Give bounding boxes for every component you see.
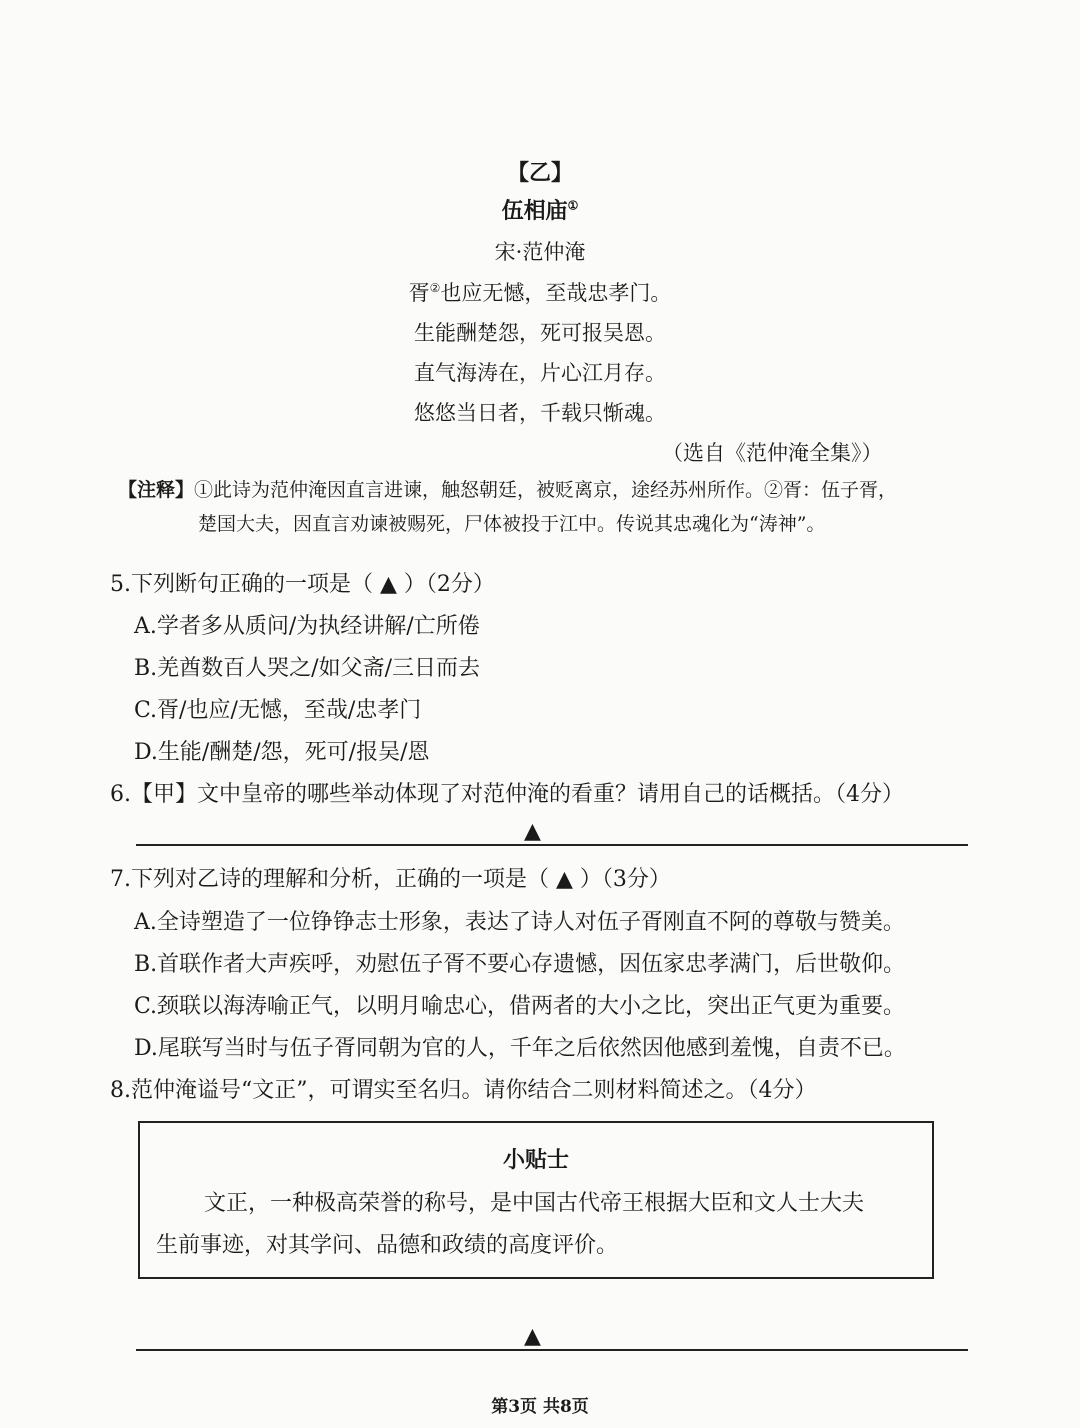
q6-answer-mark: ▲ (524, 819, 541, 844)
q5-option-a: A.学者多从质问/为执经讲解/亡所倦 (134, 614, 480, 639)
q7-option-a: A.全诗塑造了一位铮铮志士形象，表达了诗人对伍子胥刚直不阿的尊敬与赞美。 (134, 910, 905, 935)
q8-stem: 8.范仲淹谥号“文正”，可谓实至名归。请你结合二则材料简述之。（4分） (110, 1078, 817, 1103)
poem-source: （选自《范仲淹全集》） (662, 441, 883, 465)
poem-line-1 (0, 277, 1080, 307)
q6-answer-line[interactable] (136, 844, 968, 846)
tip-title: 小贴士 (502, 1147, 569, 1173)
poem-line-1-pre: 胥 (408, 281, 430, 305)
poem-line-1-note: ② (429, 281, 441, 295)
poem-line-4: 悠悠当日者，千载只惭魂。 (414, 401, 666, 425)
tip-box (138, 1121, 934, 1279)
q7-option-d: D.尾联写当时与伍子胥同朝为官的人，千年之后依然因他感到羞愧，自责不已。 (134, 1036, 906, 1061)
q5-option-c: C.胥/也应/无憾，至哉/忠孝门 (134, 698, 422, 723)
annotation-label: 【注释】 (118, 479, 195, 501)
poem-title-note: ① (567, 198, 579, 213)
q8-answer-mark: ▲ (524, 1324, 541, 1349)
poem-title-text: 伍相庙 (501, 198, 568, 224)
page-footer: 第3页 共8页 (491, 1397, 589, 1417)
q6-stem: 6.【甲】文中皇帝的哪些举动体现了对范仲淹的看重？请用自己的话概括。（4分） (110, 782, 904, 807)
poem-line-1-post: 也应无憾，至哉忠孝门。 (440, 281, 672, 305)
q7-option-b: B.首联作者大声疾呼，劝慰伍子胥不要心存遗憾，因伍家忠孝满门，后世敬仰。 (134, 952, 906, 977)
poem-author: 宋·范仲淹 (494, 240, 586, 264)
q5-stem: 5.下列断句正确的一项是（ ▲ ）（2分） (110, 572, 495, 597)
poem-title (0, 194, 1080, 225)
q8-answer-line[interactable] (136, 1349, 968, 1351)
poem-line-3: 直气海涛在，片心江月存。 (414, 361, 666, 385)
section-label: 【乙】 (506, 160, 573, 186)
q5-option-b: B.羌酋数百人哭之/如父斋/三日而去 (134, 656, 480, 681)
tip-line-1: 文正，一种极高荣誉的称号，是中国古代帝王根据大臣和文人士大夫 (204, 1191, 865, 1216)
tip-line-2: 生前事迹，对其学问、品德和政绩的高度评价。 (156, 1233, 619, 1258)
q7-option-c: C.颈联以海涛喻正气，以明月喻忠心，借两者的大小之比，突出正气更为重要。 (134, 994, 906, 1019)
annotation-line-2: 楚国大夫，因直言劝谏被赐死，尸体被投于江中。传说其忠魂化为“涛神”。 (198, 513, 826, 535)
q5-option-d: D.生能/酬楚/怨，死可/报吴/恩 (134, 740, 430, 765)
poem-line-2: 生能酬楚怨，死可报吴恩。 (414, 321, 666, 345)
q7-stem: 7.下列对乙诗的理解和分析，正确的一项是（ ▲ ）（3分） (110, 867, 671, 892)
annotation-text-1: ①此诗为范仲淹因直言进谏，触怒朝廷，被贬离京，途经苏州所作。②胥：伍子胥， (194, 479, 898, 501)
annotation-line-1 (118, 475, 897, 502)
